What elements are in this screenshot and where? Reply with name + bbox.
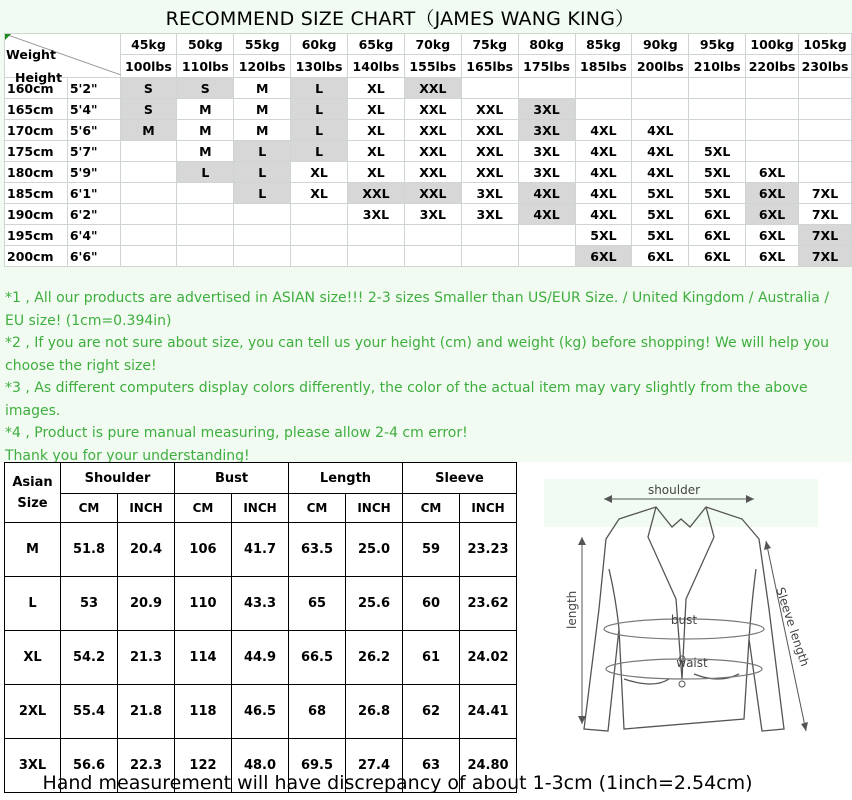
height-cm: 195cm — [5, 225, 68, 246]
size-cell: M — [234, 78, 291, 99]
size-cell: XL — [348, 162, 405, 183]
size-cell — [461, 225, 518, 246]
size-cell: 4XL — [575, 204, 632, 225]
weight-kg-header: 55kg — [234, 34, 291, 55]
size-cell — [461, 246, 518, 267]
size-cell — [291, 204, 348, 225]
size-cell: 4XL — [632, 162, 689, 183]
weight-kg-header: 65kg — [348, 34, 405, 55]
weight-kg-header: 50kg — [177, 34, 234, 55]
note-line: Thank you for your understanding! — [5, 447, 250, 464]
size-cell: XXL — [404, 99, 461, 120]
size-cell: 3XL — [461, 183, 518, 204]
size-cell — [291, 246, 348, 267]
height-cm: 200cm — [5, 246, 68, 267]
size-cell — [120, 246, 177, 267]
size-cell — [404, 225, 461, 246]
height-cm: 175cm — [5, 141, 68, 162]
measurement-value: 26.2 — [346, 631, 403, 685]
measurement-value: 110 — [175, 577, 232, 631]
asian-label: Asian — [12, 474, 53, 490]
size-cell — [120, 141, 177, 162]
unit-header: INCH — [232, 494, 289, 523]
size-cell: XL — [5, 631, 61, 685]
table-row — [5, 577, 517, 631]
measurement-value: 59 — [403, 523, 460, 577]
table-row — [5, 141, 852, 162]
size-cell: XXL — [404, 141, 461, 162]
measurement-value: 25.0 — [346, 523, 403, 577]
size-cell — [234, 225, 291, 246]
measurement-value: 69.5 — [289, 739, 346, 793]
notes-block — [5, 287, 845, 467]
size-cell — [632, 78, 689, 99]
size-cell: 6XL — [746, 162, 799, 183]
size-cell: L — [291, 120, 348, 141]
size-cell — [575, 78, 632, 99]
measurement-value: 23.23 — [460, 523, 517, 577]
weight-kg-header: 100kg — [746, 34, 799, 55]
size-cell: 6XL — [575, 246, 632, 267]
measurement-value: 62 — [403, 685, 460, 739]
size-cell: 3XL — [461, 204, 518, 225]
size-cell: 5XL — [632, 225, 689, 246]
shoulder-label: shoulder — [647, 483, 701, 497]
size-cell — [518, 246, 575, 267]
size-cell: 5XL — [689, 162, 746, 183]
size-cell: 4XL — [518, 183, 575, 204]
size-cell — [689, 120, 746, 141]
size-cell — [575, 99, 632, 120]
measurement-value: 55.4 — [61, 685, 118, 739]
weight-lbs-header: 155lbs — [404, 55, 461, 78]
size-cell: 6XL — [746, 183, 799, 204]
group-header: Bust — [175, 463, 289, 494]
size-cell: 6XL — [746, 204, 799, 225]
measurement-value: 25.6 — [346, 577, 403, 631]
size-cell: M — [177, 99, 234, 120]
size-cell — [291, 225, 348, 246]
size-cell — [234, 246, 291, 267]
footer-note: Hand measurement will have discrepancy of about 1-3cm (1inch=2.54cm) — [42, 772, 753, 794]
unit-header: CM — [403, 494, 460, 523]
size-cell: 3XL — [404, 204, 461, 225]
size-cell: 3XL — [5, 739, 61, 793]
height-ft: 5'7" — [67, 141, 120, 162]
size-cell — [461, 78, 518, 99]
height-ft: 5'2" — [67, 78, 120, 99]
unit-header: INCH — [118, 494, 175, 523]
size-cell — [177, 225, 234, 246]
note-line: *4 , Product is pure manual measuring, please allow 2-4 cm error! — [5, 425, 468, 441]
size-cell: XXL — [461, 162, 518, 183]
size-cell: 4XL — [575, 141, 632, 162]
size-cell — [120, 204, 177, 225]
table-row — [5, 225, 852, 246]
table-row — [5, 246, 852, 267]
weight-kg-header: 70kg — [404, 34, 461, 55]
size-cell — [404, 246, 461, 267]
size-cell — [120, 162, 177, 183]
measurement-value: 24.80 — [460, 739, 517, 793]
size-cell: 6XL — [689, 246, 746, 267]
size-cell: XXL — [404, 162, 461, 183]
measurement-value: 60 — [403, 577, 460, 631]
measurement-value: 114 — [175, 631, 232, 685]
size-cell: 4XL — [632, 141, 689, 162]
unit-header: INCH — [460, 494, 517, 523]
measurement-value: 24.41 — [460, 685, 517, 739]
measurement-value: 53 — [61, 577, 118, 631]
weight-lbs-header: 100lbs — [120, 55, 177, 78]
size-cell: XL — [348, 78, 405, 99]
size-cell — [689, 99, 746, 120]
note-line: *2 , If you are not sure about size, you can tell us your height (cm) and weight (kg) before shopping! We will help you choose the right size! — [5, 335, 830, 374]
size-cell — [348, 246, 405, 267]
weight-lbs-header: 165lbs — [461, 55, 518, 78]
measurement-value: 21.3 — [118, 631, 175, 685]
sleeve-length-label: Sleeve length — [773, 585, 812, 669]
measurement-value: 24.02 — [460, 631, 517, 685]
height-header: Height — [15, 70, 63, 85]
size-cell: L — [234, 183, 291, 204]
size-cell: S — [177, 78, 234, 99]
measurement-value: 66.5 — [289, 631, 346, 685]
table-row — [5, 204, 852, 225]
size-cell: 6XL — [746, 225, 799, 246]
size-cell: 5XL — [689, 141, 746, 162]
bust-label: bust — [670, 613, 698, 627]
size-cell: XL — [348, 141, 405, 162]
height-ft: 6'4" — [67, 225, 120, 246]
weight-kg-header: 105kg — [799, 34, 852, 55]
size-cell: XXL — [461, 120, 518, 141]
height-ft: 5'9" — [67, 162, 120, 183]
size-cell: 3XL — [518, 162, 575, 183]
weight-kg-header: 80kg — [518, 34, 575, 55]
size-cell: M — [177, 141, 234, 162]
size-cell: 7XL — [799, 225, 852, 246]
size-cell: 6XL — [746, 246, 799, 267]
recommend-size-table — [4, 33, 852, 267]
size-cell: XL — [348, 120, 405, 141]
unit-header: CM — [175, 494, 232, 523]
size-cell: 3XL — [518, 120, 575, 141]
weight-kg-header: 75kg — [461, 34, 518, 55]
weight-lbs-header: 185lbs — [575, 55, 632, 78]
size-cell: 5XL — [689, 183, 746, 204]
size-cell — [120, 183, 177, 204]
measurement-table — [4, 462, 517, 793]
group-header: Sleeve — [403, 463, 517, 494]
size-cell: 4XL — [575, 162, 632, 183]
height-ft: 5'4" — [67, 99, 120, 120]
group-header: Shoulder — [61, 463, 175, 494]
height-cm: 185cm — [5, 183, 68, 204]
size-cell — [746, 99, 799, 120]
size-cell: 7XL — [799, 183, 852, 204]
size-cell — [120, 225, 177, 246]
measurement-value: 65 — [289, 577, 346, 631]
note-line: *1 , All our products are advertised in ASIAN size!!! 2-3 sizes Smaller than US/EUR Size. / United Kingdom / Australia / EU size! (1cm=0.394in) — [5, 290, 830, 329]
weight-lbs-header: 130lbs — [291, 55, 348, 78]
weight-lbs-header: 120lbs — [234, 55, 291, 78]
measurement-value: 63.5 — [289, 523, 346, 577]
weight-header: Weight — [6, 47, 56, 62]
size-cell — [177, 204, 234, 225]
measurement-value: 23.62 — [460, 577, 517, 631]
size-cell: 5XL — [632, 204, 689, 225]
unit-header: INCH — [346, 494, 403, 523]
measurement-value: 43.3 — [232, 577, 289, 631]
size-cell: 4XL — [575, 120, 632, 141]
measurement-value: 63 — [403, 739, 460, 793]
table-row — [5, 631, 517, 685]
size-cell: XXL — [404, 78, 461, 99]
measurement-value: 41.7 — [232, 523, 289, 577]
table-row — [5, 685, 517, 739]
weight-lbs-header: 175lbs — [518, 55, 575, 78]
size-cell: L — [177, 162, 234, 183]
weight-height-corner — [5, 34, 121, 85]
measurement-value: 46.5 — [232, 685, 289, 739]
group-header: Length — [289, 463, 403, 494]
note-line: *3 , As different computers display colors differently, the color of the actual item may vary slightly from the above images. — [5, 380, 808, 419]
size-cell: L — [291, 141, 348, 162]
weight-kg-header: 45kg — [120, 34, 177, 55]
size-cell: M — [234, 120, 291, 141]
table-row — [5, 99, 852, 120]
size-cell: S — [120, 99, 177, 120]
height-cm: 190cm — [5, 204, 68, 225]
length-label: length — [565, 590, 579, 629]
measurement-value: 61 — [403, 631, 460, 685]
size-cell: 4XL — [575, 183, 632, 204]
size-cell: XXL — [461, 141, 518, 162]
table-row — [5, 162, 852, 183]
height-ft: 6'6" — [67, 246, 120, 267]
measurement-value: 26.8 — [346, 685, 403, 739]
measurement-value: 68 — [289, 685, 346, 739]
measurement-value: 20.4 — [118, 523, 175, 577]
measurement-value: 56.6 — [61, 739, 118, 793]
height-ft: 6'1" — [67, 183, 120, 204]
size-cell: M — [120, 120, 177, 141]
size-cell: XL — [291, 183, 348, 204]
measurement-value: 122 — [175, 739, 232, 793]
weight-kg-header: 85kg — [575, 34, 632, 55]
height-cm: 165cm — [5, 99, 68, 120]
size-cell: 6XL — [632, 246, 689, 267]
measurement-value: 20.9 — [118, 577, 175, 631]
jacket-diagram — [544, 479, 818, 769]
measurement-value: 118 — [175, 685, 232, 739]
size-cell: XXL — [348, 183, 405, 204]
size-cell: M — [177, 120, 234, 141]
asian-size-header — [5, 463, 61, 523]
size-cell: M — [5, 523, 61, 577]
weight-kg-header: 60kg — [291, 34, 348, 55]
size-cell — [799, 99, 852, 120]
table-row — [5, 78, 852, 99]
size-cell: 3XL — [518, 141, 575, 162]
size-cell — [799, 120, 852, 141]
size-cell: 2XL — [5, 685, 61, 739]
waist-label: waist — [676, 656, 708, 670]
size-cell: 4XL — [518, 204, 575, 225]
height-cm: 160cm — [5, 78, 68, 99]
weight-lbs-header: 220lbs — [746, 55, 799, 78]
weight-lbs-header: 140lbs — [348, 55, 405, 78]
size-cell — [348, 225, 405, 246]
size-cell — [799, 141, 852, 162]
size-cell — [799, 78, 852, 99]
measurement-value: 22.3 — [118, 739, 175, 793]
size-cell: 5XL — [632, 183, 689, 204]
size-cell — [632, 99, 689, 120]
size-cell: S — [120, 78, 177, 99]
weight-kg-header: 90kg — [632, 34, 689, 55]
size-cell: 7XL — [799, 246, 852, 267]
size-cell: 4XL — [632, 120, 689, 141]
measurement-value: 21.8 — [118, 685, 175, 739]
height-cm: 170cm — [5, 120, 68, 141]
size-cell: L — [234, 162, 291, 183]
weight-lbs-header: 230lbs — [799, 55, 852, 78]
size-cell: XL — [291, 162, 348, 183]
size-cell: L — [291, 99, 348, 120]
table-row — [5, 183, 852, 204]
measurement-value: 51.8 — [61, 523, 118, 577]
height-cm: 180cm — [5, 162, 68, 183]
size-cell: XXL — [404, 120, 461, 141]
height-ft: 5'6" — [67, 120, 120, 141]
table-row — [5, 523, 517, 577]
size-cell — [518, 78, 575, 99]
size-cell: XXL — [404, 183, 461, 204]
size-cell: 5XL — [575, 225, 632, 246]
size-cell — [177, 183, 234, 204]
measurement-value: 27.4 — [346, 739, 403, 793]
size-label: Size — [17, 495, 48, 511]
size-cell: 7XL — [799, 204, 852, 225]
size-cell — [689, 78, 746, 99]
size-cell — [518, 225, 575, 246]
size-cell — [746, 141, 799, 162]
weight-lbs-header: 110lbs — [177, 55, 234, 78]
size-cell — [746, 78, 799, 99]
size-cell: XXL — [461, 99, 518, 120]
size-cell: M — [234, 99, 291, 120]
size-cell: 3XL — [348, 204, 405, 225]
size-cell: XL — [348, 99, 405, 120]
weight-lbs-header: 200lbs — [632, 55, 689, 78]
table-row — [5, 120, 852, 141]
unit-header: CM — [61, 494, 118, 523]
page-title: RECOMMEND SIZE CHART（JAMES WANG KING） — [165, 8, 635, 30]
unit-header: CM — [289, 494, 346, 523]
size-cell: 3XL — [518, 99, 575, 120]
size-cell: 6XL — [689, 225, 746, 246]
weight-lbs-header: 210lbs — [689, 55, 746, 78]
size-cell: L — [234, 141, 291, 162]
height-ft: 6'2" — [67, 204, 120, 225]
size-cell: 6XL — [689, 204, 746, 225]
measurement-value: 48.0 — [232, 739, 289, 793]
size-cell — [746, 120, 799, 141]
measurement-value: 106 — [175, 523, 232, 577]
size-cell: L — [5, 577, 61, 631]
measurement-value: 44.9 — [232, 631, 289, 685]
measurement-value: 54.2 — [61, 631, 118, 685]
weight-kg-header: 95kg — [689, 34, 746, 55]
size-cell: L — [291, 78, 348, 99]
size-cell — [234, 204, 291, 225]
size-cell — [177, 246, 234, 267]
size-cell — [799, 162, 852, 183]
